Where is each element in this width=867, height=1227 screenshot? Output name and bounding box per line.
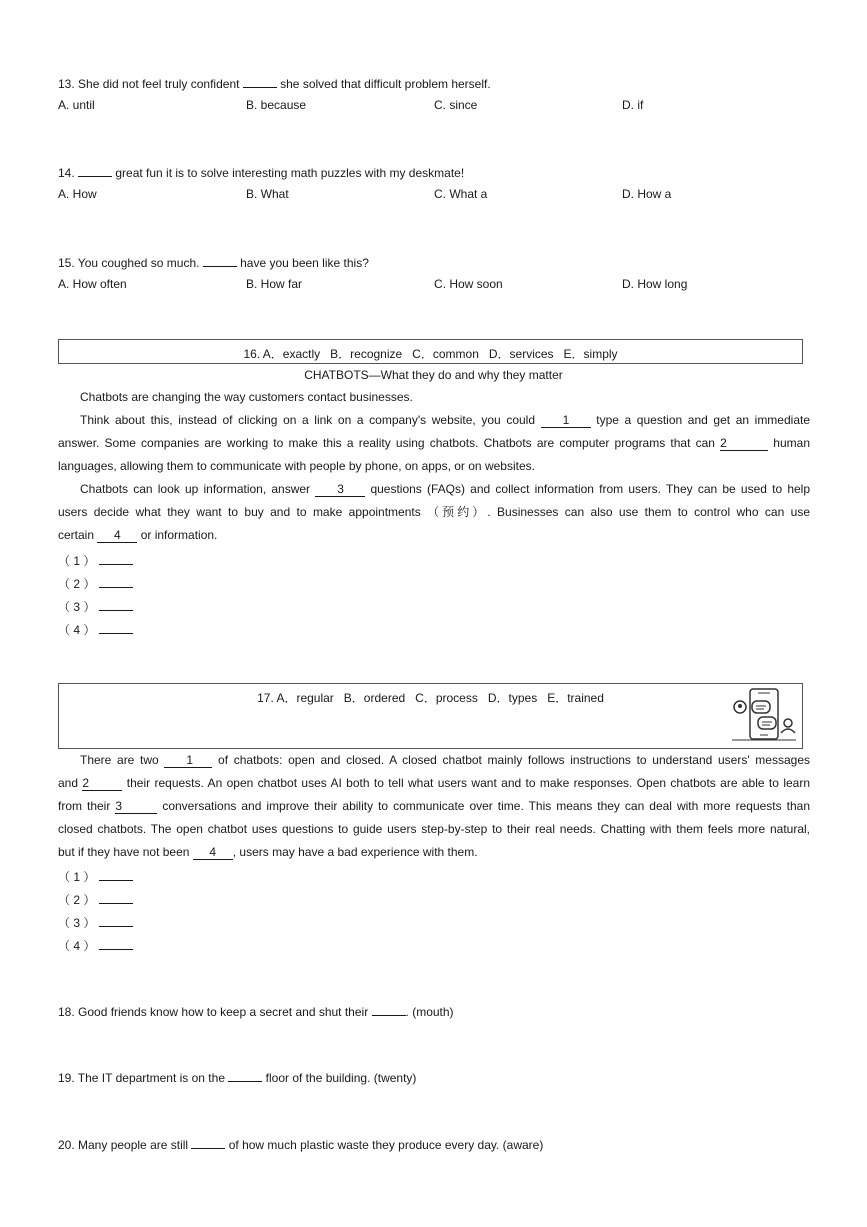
- answer-blank[interactable]: [99, 621, 133, 634]
- passage-title: CHATBOTS—What they do and why they matter: [304, 368, 563, 382]
- paragraph-line: answer. Some companies are working to make this a reality using chatbots. Chatbots are computer programs that can 2 human: [58, 436, 810, 450]
- answer-blank[interactable]: [99, 598, 133, 611]
- option-d[interactable]: D. if: [622, 98, 644, 112]
- paragraph-line: from their 3 conversations and improve their ability to communicate over time. This means they can deal with more requests than: [58, 799, 810, 813]
- word-box-17: [58, 683, 803, 749]
- option-a[interactable]: A. until: [58, 98, 95, 112]
- question-13-stem: 13. She did not feel truly confident she solved that difficult problem herself.: [58, 77, 491, 91]
- answer-line: （ 4 ）: [58, 621, 133, 638]
- option-c[interactable]: C. What a: [434, 187, 488, 201]
- answer-blank[interactable]: [99, 891, 133, 904]
- word-box-17-text: 17. A．regular B．ordered C．process D．types E．trained: [257, 691, 604, 705]
- chatbot-phone-icon: [730, 687, 798, 743]
- paragraph-line: closed chatbots. The open chatbot uses questions to guide users step-by-step to their real needs. Chatting with them feels more natural,: [58, 822, 810, 836]
- answer-line: （ 2 ）: [58, 891, 133, 908]
- paragraph: Chatbots are changing the way customers contact businesses.: [80, 390, 413, 404]
- answer-blank[interactable]: [78, 164, 112, 177]
- paragraph-line: Chatbots can look up information, answer 3 questions (FAQs) and collect information from users. They can be used to help: [80, 482, 811, 496]
- option-c[interactable]: C. since: [434, 98, 478, 112]
- numbered-blank: 3: [115, 800, 157, 814]
- question-14-stem: 14. great fun it is to solve interesting math puzzles with my deskmate!: [58, 166, 465, 180]
- numbered-blank: 4: [97, 529, 137, 543]
- question-18: 18. Good friends know how to keep a secret and shut their . (mouth): [58, 1005, 454, 1019]
- passage-16: [58, 386, 810, 547]
- passage-17: [58, 749, 810, 864]
- paragraph-line: and 2 their requests. An open chatbot uses AI both to tell what users want and to make responses. Open chatbots are able to learn: [58, 776, 810, 790]
- answer-blank[interactable]: [99, 914, 133, 927]
- option-a[interactable]: A. How: [58, 187, 97, 201]
- question-19: 19. The IT department is on the floor of the building. (twenty): [58, 1071, 417, 1085]
- answer-blank[interactable]: [203, 254, 237, 267]
- numbered-blank: 2: [82, 777, 122, 791]
- numbered-blank: 2: [720, 437, 768, 451]
- question-20: 20. Many people are still of how much plastic waste they produce every day. (aware): [58, 1138, 544, 1152]
- answer-line: （ 1 ）: [58, 552, 133, 569]
- paragraph-line: certain 4 or information.: [58, 528, 218, 542]
- answer-blank[interactable]: [99, 575, 133, 588]
- answer-blank[interactable]: [191, 1136, 225, 1149]
- answer-line: （ 4 ）: [58, 937, 133, 954]
- answer-blank[interactable]: [99, 868, 133, 881]
- numbered-blank: 1: [164, 754, 212, 768]
- answer-blank[interactable]: [99, 937, 133, 950]
- option-d[interactable]: D. How long: [622, 277, 688, 291]
- option-c[interactable]: C. How soon: [434, 277, 503, 291]
- paragraph-line: languages, allowing them to communicate with people by phone, on apps, or on websites.: [58, 459, 535, 473]
- question-15-stem: 15. You coughed so much. have you been like this?: [58, 256, 369, 270]
- numbered-blank: 3: [315, 483, 365, 497]
- numbered-blank: 1: [541, 414, 591, 428]
- answer-blank[interactable]: [372, 1003, 406, 1016]
- answer-line: （ 2 ）: [58, 575, 133, 592]
- answer-blank[interactable]: [99, 552, 133, 565]
- answer-line: （ 3 ）: [58, 914, 133, 931]
- paragraph-line: but if they have not been 4 , users may have a bad experience with them.: [58, 845, 478, 859]
- numbered-blank: 4: [193, 846, 233, 860]
- paragraph-line: There are two 1 of chatbots: open and closed. A closed chatbot mainly follows instructions to understand users' messages: [80, 753, 810, 767]
- paragraph-line: users decide what they want to buy and to make appointments （预约）. Businesses can also use them to control who can use: [58, 505, 810, 519]
- option-b[interactable]: B. because: [246, 98, 307, 112]
- paragraph-line: Think about this, instead of clicking on a link on a company's website, you could 1 type a question and get an immediate: [80, 413, 811, 427]
- answer-blank[interactable]: [243, 75, 277, 88]
- option-a[interactable]: A. How often: [58, 277, 127, 291]
- option-b[interactable]: B. What: [246, 187, 289, 201]
- option-b[interactable]: B. How far: [246, 277, 303, 291]
- answer-line: （ 3 ）: [58, 598, 133, 615]
- word-box-16: [58, 339, 803, 364]
- answer-blank[interactable]: [228, 1069, 262, 1082]
- answer-line: （ 1 ）: [58, 868, 133, 885]
- option-d[interactable]: D. How a: [622, 187, 672, 201]
- word-box-16-text: 16. A．exactly B．recognize C．common D．services E．simply: [243, 347, 618, 361]
